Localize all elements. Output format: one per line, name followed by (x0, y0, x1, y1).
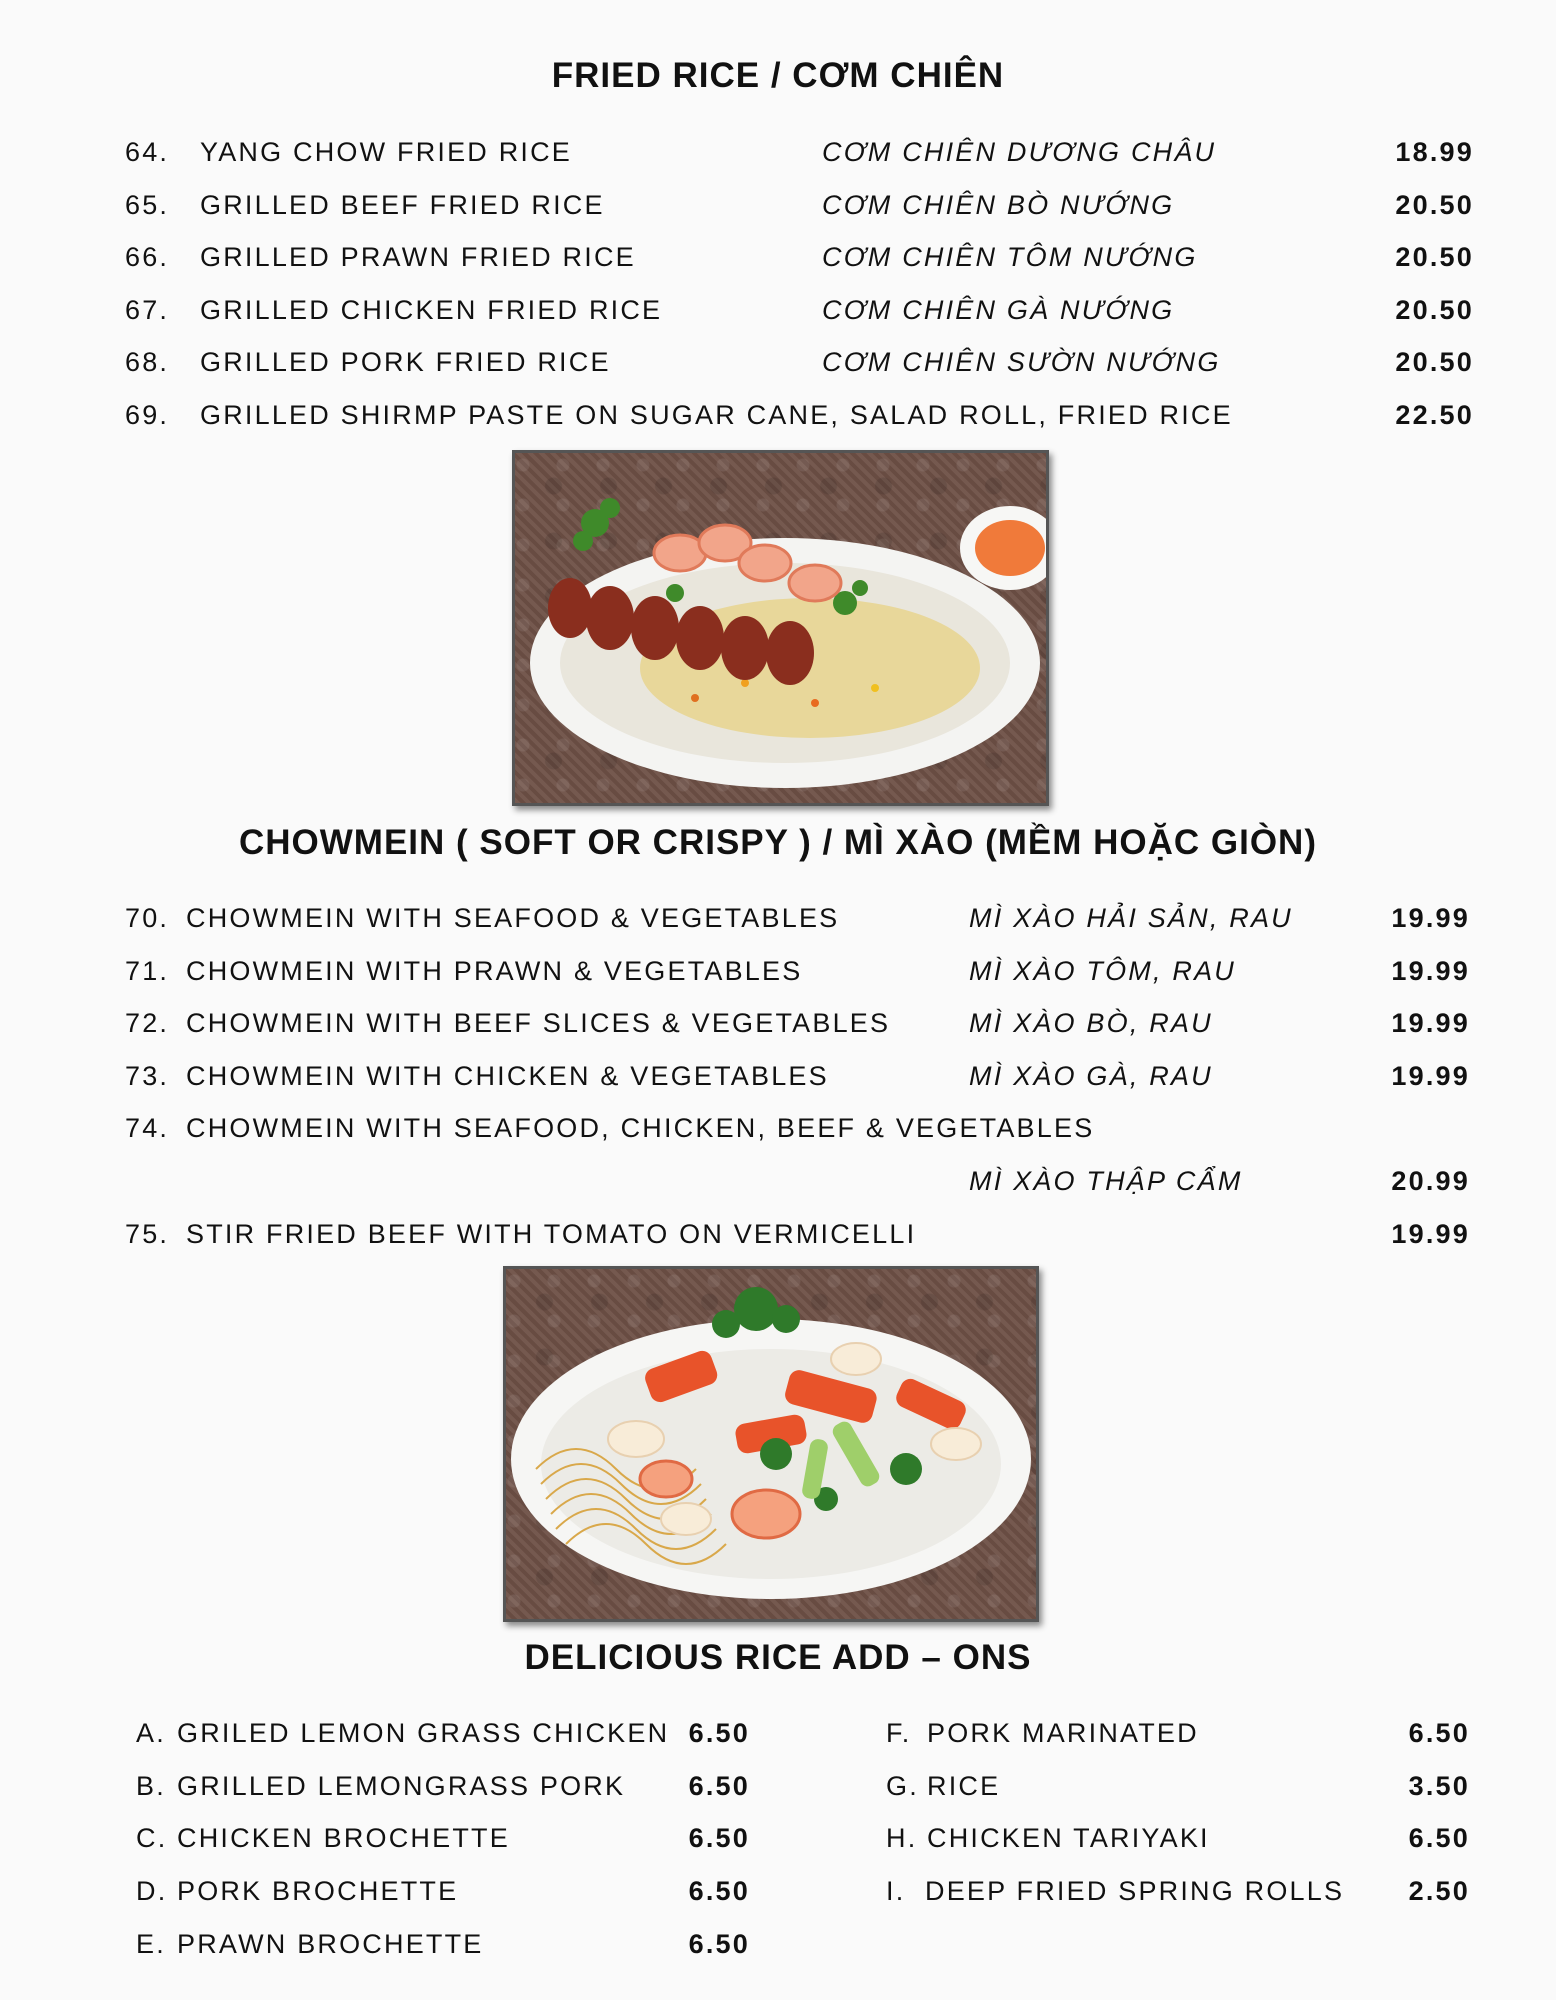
item-name-vn: CƠM CHIÊN DƯƠNG CHÂU (822, 137, 1217, 167)
item-price: 19.99 (1391, 1219, 1470, 1249)
item-name-en: STIR FRIED BEEF WITH TOMATO ON VERMICELLI (186, 1219, 917, 1249)
addon-letter: F. (886, 1718, 912, 1748)
item-price: 19.99 (1391, 1008, 1470, 1038)
item-price: 20.50 (1395, 295, 1474, 325)
item-name-en: CHOWMEIN WITH PRAWN & VEGETABLES (186, 956, 803, 986)
addon-price: 6.50 (688, 1929, 750, 1959)
item-number: 66. (125, 242, 170, 272)
fried-rice-photo (512, 450, 1049, 806)
item-name-en: GRILLED SHIRMP PASTE ON SUGAR CANE, SALAD ROLL, FRIED RICE (200, 400, 1233, 430)
item-name-vn: MÌ XÀO TÔM, RAU (969, 956, 1237, 986)
addon-name: CHICKEN BROCHETTE (177, 1823, 510, 1853)
item-price: 18.99 (1395, 137, 1474, 167)
addon-name: RICE (927, 1771, 1001, 1801)
fried-rice-plate-image (515, 453, 1046, 803)
item-name-en: CHOWMEIN WITH CHICKEN & VEGETABLES (186, 1061, 829, 1091)
addon-letter: C. (136, 1823, 168, 1853)
chowmein-plate-image (506, 1269, 1036, 1619)
item-name-en: GRILLED PORK FRIED RICE (200, 347, 611, 377)
addon-letter: D. (136, 1876, 168, 1906)
item-number: 65. (125, 190, 170, 220)
item-name-vn: MÌ XÀO BÒ, RAU (969, 1008, 1213, 1038)
item-name-vn: MÌ XÀO HẢI SẢN, RAU (969, 903, 1293, 933)
item-number: 67. (125, 295, 170, 325)
item-name-vn: CƠM CHIÊN TÔM NƯỚNG (822, 242, 1198, 272)
item-number: 75. (125, 1219, 170, 1249)
item-number: 71. (125, 956, 170, 986)
addon-price: 2.50 (1408, 1876, 1470, 1906)
addon-price: 6.50 (1408, 1823, 1470, 1853)
item-number: 73. (125, 1061, 170, 1091)
fried-rice-heading: FRIED RICE / CƠM CHIÊN (551, 56, 1005, 95)
addon-price: 6.50 (688, 1718, 750, 1748)
addon-letter: A. (136, 1718, 166, 1748)
item-name-en: GRILLED BEEF FRIED RICE (200, 190, 605, 220)
addon-letter: G. (886, 1771, 919, 1801)
addon-name: PRAWN BROCHETTE (177, 1929, 484, 1959)
addon-letter: I. (886, 1876, 906, 1906)
addon-price: 6.50 (688, 1771, 750, 1801)
item-number: 72. (125, 1008, 170, 1038)
item-name-vn: CƠM CHIÊN GÀ NƯỚNG (822, 295, 1175, 325)
item-number: 70. (125, 903, 170, 933)
chowmein-heading: CHOWMEIN ( SOFT OR CRISPY ) / MÌ XÀO (MỀM HOẶC GIÒN) (238, 823, 1317, 862)
addon-price: 6.50 (688, 1823, 750, 1853)
item-name-vn: CƠM CHIÊN SƯỜN NƯỚNG (822, 347, 1221, 377)
addons-heading: DELICIOUS RICE ADD – ONS (524, 1638, 1032, 1677)
addon-name: GRILED LEMON GRASS CHICKEN (177, 1718, 670, 1748)
item-name-en: CHOWMEIN WITH SEAFOOD, CHICKEN, BEEF & VEGETABLES (186, 1113, 1095, 1143)
item-name-en: YANG CHOW FRIED RICE (200, 137, 573, 167)
item-number: 69. (125, 400, 170, 430)
item-price: 22.50 (1395, 400, 1474, 430)
item-price: 19.99 (1391, 1061, 1470, 1091)
item-price: 20.99 (1391, 1166, 1470, 1196)
addon-name: CHICKEN TARIYAKI (927, 1823, 1210, 1853)
addon-name: GRILLED LEMONGRASS PORK (177, 1771, 626, 1801)
addon-name: PORK BROCHETTE (177, 1876, 459, 1906)
addon-name: DEEP FRIED SPRING ROLLS (925, 1876, 1345, 1906)
addon-letter: E. (136, 1929, 166, 1959)
item-number: 74. (125, 1113, 170, 1143)
addon-letter: H. (886, 1823, 918, 1853)
item-price: 20.50 (1395, 347, 1474, 377)
item-name-vn: MÌ XÀO GÀ, RAU (969, 1061, 1213, 1091)
item-name-en: GRILLED PRAWN FRIED RICE (200, 242, 636, 272)
chowmein-photo (503, 1266, 1039, 1622)
item-price: 20.50 (1395, 190, 1474, 220)
addon-letter: B. (136, 1771, 166, 1801)
addon-price: 6.50 (1408, 1718, 1470, 1748)
item-name-en: CHOWMEIN WITH SEAFOOD & VEGETABLES (186, 903, 840, 933)
item-price: 19.99 (1391, 903, 1470, 933)
item-number: 64. (125, 137, 170, 167)
item-name-en: CHOWMEIN WITH BEEF SLICES & VEGETABLES (186, 1008, 891, 1038)
addon-name: PORK MARINATED (927, 1718, 1199, 1748)
item-name-vn: CƠM CHIÊN BÒ NƯỚNG (822, 190, 1175, 220)
item-name-vn: MÌ XÀO THẬP CẨM (969, 1166, 1243, 1196)
item-price: 20.50 (1395, 242, 1474, 272)
item-number: 68. (125, 347, 170, 377)
item-name-en: GRILLED CHICKEN FRIED RICE (200, 295, 663, 325)
addon-price: 6.50 (688, 1876, 750, 1906)
addon-price: 3.50 (1408, 1771, 1470, 1801)
item-price: 19.99 (1391, 956, 1470, 986)
